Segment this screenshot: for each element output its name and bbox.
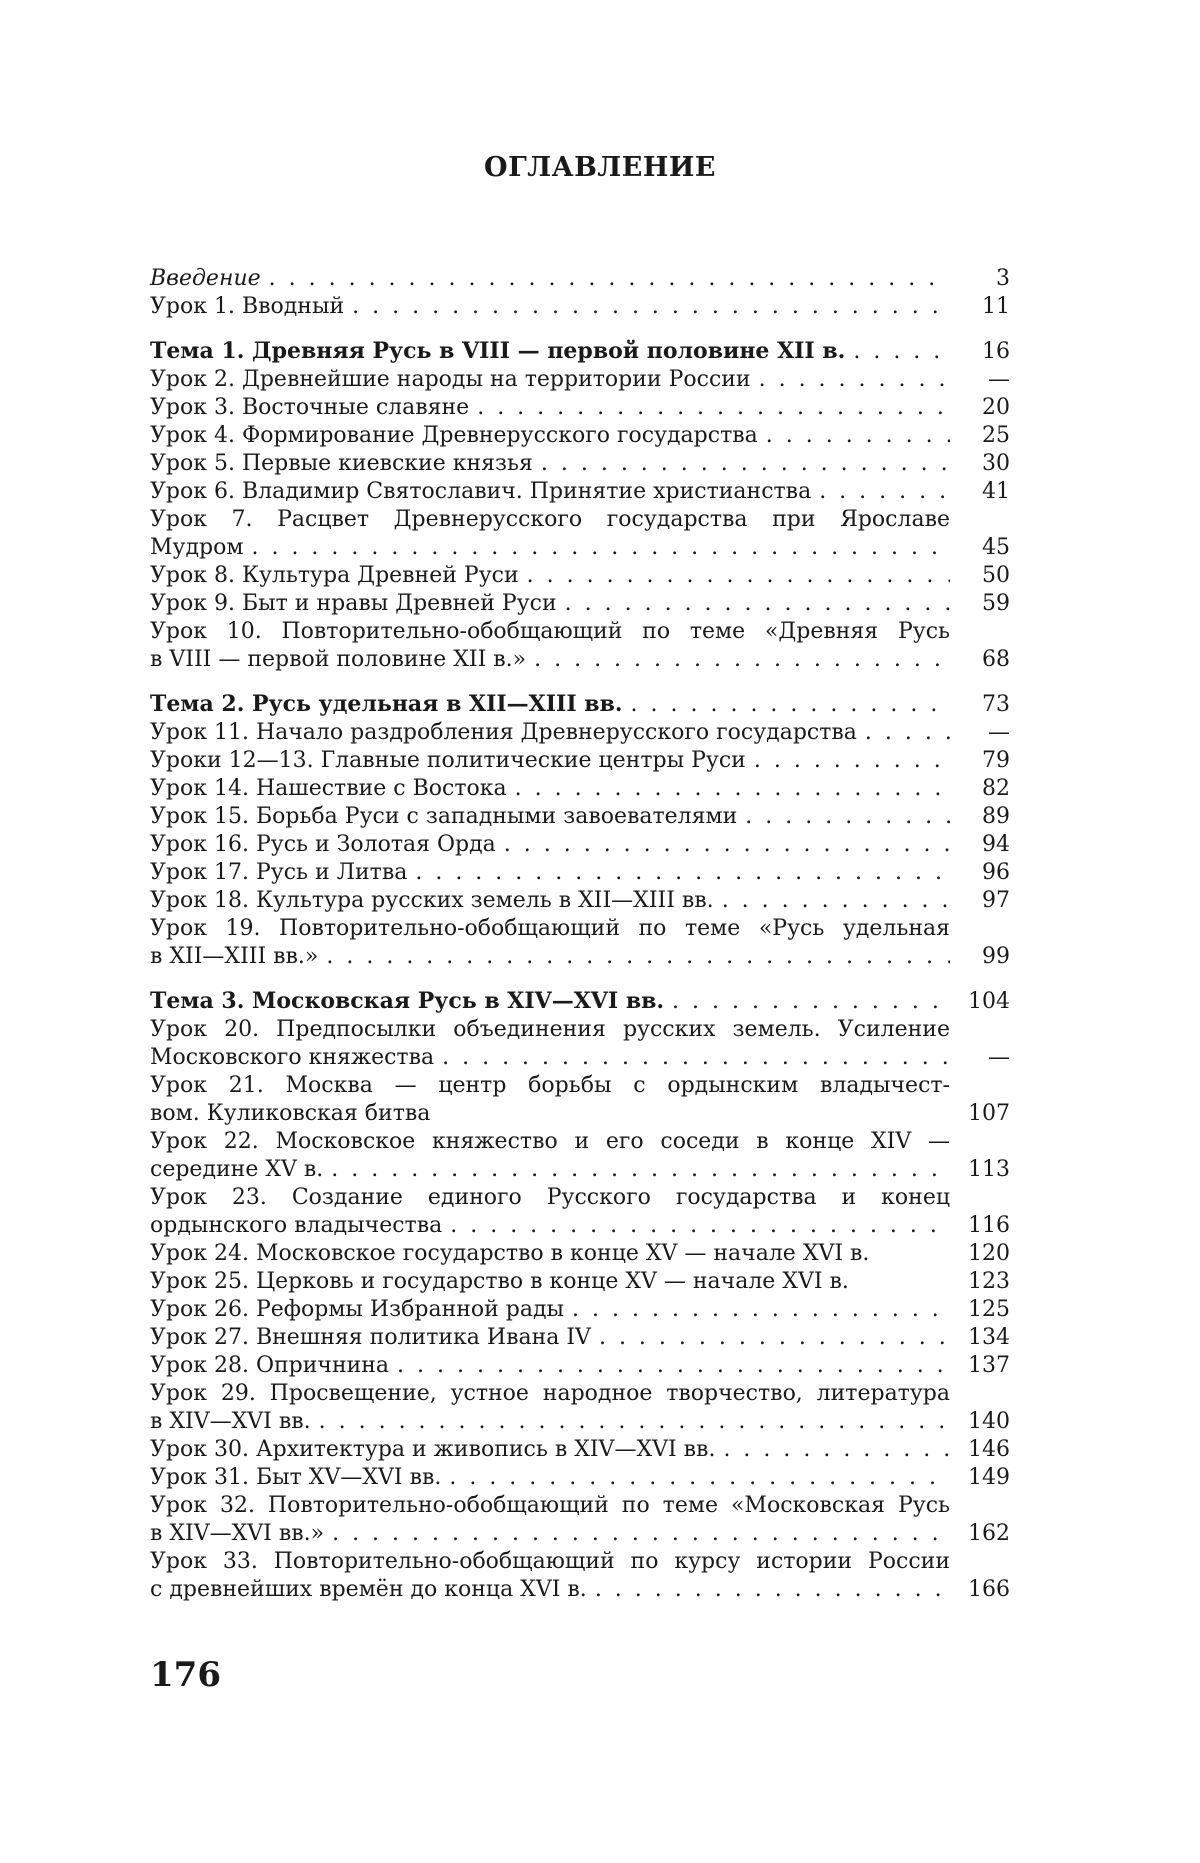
toc-entry <box>150 394 1010 422</box>
toc-entry-title: Урок 6. Владимир Святославич. Принятие христианства <box>150 479 812 504</box>
toc-entry-title: Урок 17. Русь и Литва <box>150 860 408 885</box>
toc-entry <box>150 478 1010 506</box>
toc-page-number: 96 <box>982 860 1010 885</box>
dot-leader <box>434 1044 950 1072</box>
toc-entry-title: Урок 25. Церковь и государство в конце XV — начале XVI в. <box>150 1269 849 1294</box>
dot-leader <box>564 1296 950 1324</box>
toc-entry-title: Мудром <box>150 535 244 560</box>
page-number: 176 <box>150 1655 221 1695</box>
toc-entry <box>150 747 1010 775</box>
toc-entry <box>150 1016 1010 1072</box>
toc-entry-line: Урок 7. Расцвет Древнерусского государства при Ярославе <box>150 507 950 532</box>
toc-entry-title: Урок 24. Московское государство в конце XV — начале XVI в. <box>150 1241 870 1266</box>
toc-entry-title: в XII—XIII вв.» <box>150 944 319 969</box>
page-title: ОГЛАВЛЕНИЕ <box>484 152 716 183</box>
toc-entry <box>150 887 1010 915</box>
dot-leader <box>557 590 950 618</box>
dot-leader <box>519 562 950 590</box>
table-of-contents <box>150 265 1010 1604</box>
toc-entry <box>150 506 1010 562</box>
toc-page-number: 104 <box>968 989 1010 1014</box>
toc-entry-title: Уроки 12—13. Главные политические центры Руси <box>150 748 746 773</box>
toc-entry-title: Урок 15. Борьба Руси с западными завоевателями <box>150 804 738 829</box>
toc-entry <box>150 618 1010 674</box>
toc-entry-title: середине XV в. <box>150 1157 324 1182</box>
toc-page-number: 79 <box>982 748 1010 773</box>
dot-leader <box>664 988 950 1016</box>
toc-entry-title: Урок 2. Древнейшие народы на территории России <box>150 367 751 392</box>
toc-entry-title: Урок 5. Первые киевские князья <box>150 451 533 476</box>
toc-page-number: 41 <box>982 479 1010 504</box>
toc-entry <box>150 293 1010 321</box>
toc-page-number: 94 <box>982 832 1010 857</box>
toc-entry-line: Урок 10. Повторительно-обобщающий по теме «Древняя Русь <box>150 619 950 644</box>
toc-entry-line: Урок 21. Москва — центр борьбы с ордынским владычест- <box>150 1073 950 1098</box>
toc-entry <box>150 719 1010 747</box>
toc-page-number: 116 <box>968 1213 1010 1238</box>
toc-entry-line: Урок 32. Повторительно-обобщающий по теме «Московская Русь <box>150 1493 950 1518</box>
dot-leader <box>533 450 950 478</box>
dot-leader <box>845 338 950 366</box>
toc-entry <box>150 1352 1010 1380</box>
toc-page-number: 3 <box>996 266 1010 291</box>
toc-page-number: 16 <box>982 339 1010 364</box>
toc-section-heading <box>150 690 1010 719</box>
toc-entry-title: Урок 27. Внешняя политика Ивана IV <box>150 1325 591 1350</box>
dot-leader <box>324 1520 950 1548</box>
dot-leader <box>407 859 950 887</box>
toc-entry-title: Урок 16. Русь и Золотая Орда <box>150 832 496 857</box>
toc-entry <box>150 915 1010 971</box>
toc-page-number: 166 <box>968 1577 1010 1602</box>
toc-page-number: 113 <box>968 1157 1010 1182</box>
toc-entry <box>150 803 1010 831</box>
toc-page-number: 59 <box>982 591 1010 616</box>
toc-entry <box>150 775 1010 803</box>
toc-entry-title: Тема 3. Московская Русь в XIV—XVI вв. <box>150 988 665 1014</box>
toc-page-number: 134 <box>968 1325 1010 1350</box>
toc-entry <box>150 422 1010 450</box>
toc-page-number: 123 <box>968 1269 1010 1294</box>
dot-leader <box>758 422 950 450</box>
toc-page-number: — <box>988 720 1010 745</box>
toc-entry-title: Урок 3. Восточные славяне <box>150 395 470 420</box>
toc-entry-title: в VIII — первой половине XII в.» <box>150 647 527 672</box>
toc-entry-line: Урок 29. Просвещение, устное народное творчество, литература <box>150 1381 950 1406</box>
toc-entry-title: Урок 11. Начало раздробления Древнерусского государства <box>150 720 857 745</box>
dot-leader <box>261 265 950 293</box>
toc-page-number: 99 <box>982 944 1010 969</box>
toc-entry-title: Урок 14. Нашествие с Востока <box>150 776 507 801</box>
toc-entry <box>150 1436 1010 1464</box>
dot-leader <box>715 1436 950 1464</box>
dot-leader <box>746 747 950 775</box>
toc-entry-title: Введение <box>150 266 261 291</box>
dot-leader <box>526 646 950 674</box>
toc-entry <box>150 1072 1010 1128</box>
dot-leader <box>507 775 950 803</box>
toc-entry <box>150 1184 1010 1240</box>
toc-entry-line: Урок 33. Повторительно-обобщающий по курсу истории России <box>150 1549 950 1574</box>
toc-page-number: 50 <box>982 563 1010 588</box>
toc-entry <box>150 1380 1010 1436</box>
toc-section-heading <box>150 987 1010 1016</box>
toc-entry-line: Урок 23. Создание единого Русского государства и конец <box>150 1185 950 1210</box>
toc-page-number: 20 <box>982 395 1010 420</box>
toc-entry <box>150 1464 1010 1492</box>
toc-entry-title: Московского княжества <box>150 1045 435 1070</box>
dot-leader <box>311 1408 950 1436</box>
toc-entry-title: Тема 2. Русь удельная в XII—XIII вв. <box>150 691 623 717</box>
toc-entry-title: в XIV—XVI вв. <box>150 1409 311 1434</box>
toc-page-number: 140 <box>968 1409 1010 1434</box>
toc-page-number: 162 <box>968 1521 1010 1546</box>
toc-entry-title: Урок 18. Культура русских земель в XII—XIII вв. <box>150 888 714 913</box>
toc-entry-title: с древнейших времён до конца XVI в. <box>150 1577 587 1602</box>
toc-entry-line: Урок 22. Московское княжество и его соседи в конце XIV — <box>150 1129 950 1154</box>
dot-leader <box>496 831 950 859</box>
toc-entry-title: ордынского владычества <box>150 1213 443 1238</box>
toc-entry <box>150 366 1010 394</box>
dot-leader <box>318 943 950 971</box>
toc-page-number: 146 <box>968 1437 1010 1462</box>
dot-leader <box>389 1352 950 1380</box>
toc-page-number: 11 <box>982 294 1010 319</box>
dot-leader <box>737 803 950 831</box>
dot-leader <box>751 366 950 394</box>
toc-entry <box>150 450 1010 478</box>
toc-page-number: 97 <box>982 888 1010 913</box>
toc-entry <box>150 1548 1010 1604</box>
toc-page-number: 149 <box>968 1465 1010 1490</box>
dot-leader <box>623 691 950 719</box>
toc-page-number: 25 <box>982 423 1010 448</box>
dot-leader <box>243 534 950 562</box>
toc-entry-title: Тема 1. Древняя Русь в VIII — первой половине XII в. <box>150 338 846 364</box>
toc-entry-title: вом. Куликовская битва <box>150 1101 431 1126</box>
toc-entry-line: Урок 20. Предпосылки объединения русских земель. Усиление <box>150 1017 950 1042</box>
toc-page-number: 82 <box>982 776 1010 801</box>
toc-entry <box>150 1128 1010 1184</box>
toc-page-number: 107 <box>968 1101 1010 1126</box>
toc-page-number: 125 <box>968 1297 1010 1322</box>
toc-entry <box>150 265 1010 293</box>
dot-leader <box>591 1324 950 1352</box>
toc-entry-line: Урок 19. Повторительно-обобщающий по теме «Русь удельная <box>150 916 950 941</box>
toc-page-number: 68 <box>982 647 1010 672</box>
dot-leader <box>714 887 950 915</box>
dot-leader <box>587 1576 950 1604</box>
dot-leader <box>469 394 950 422</box>
toc-entry-title: Урок 28. Опричнина <box>150 1353 390 1378</box>
dot-leader <box>442 1212 950 1240</box>
dot-leader <box>344 293 950 321</box>
toc-entry <box>150 562 1010 590</box>
toc-entry <box>150 1324 1010 1352</box>
toc-entry-title: в XIV—XVI вв.» <box>150 1521 325 1546</box>
toc-page-number: — <box>988 367 1010 392</box>
toc-entry-title: Урок 1. Вводный <box>150 294 345 319</box>
toc-entry <box>150 1268 1010 1296</box>
toc-page-number: 45 <box>982 535 1010 560</box>
toc-page-number: 137 <box>968 1353 1010 1378</box>
toc-page-number: 30 <box>982 451 1010 476</box>
dot-leader <box>323 1156 950 1184</box>
toc-page-number: 73 <box>982 692 1010 717</box>
toc-entry <box>150 859 1010 887</box>
toc-page-number: 89 <box>982 804 1010 829</box>
toc-section-heading <box>150 337 1010 366</box>
dot-leader <box>857 719 950 747</box>
toc-entry-title: Урок 31. Быт XV—XVI вв. <box>150 1465 442 1490</box>
toc-entry <box>150 590 1010 618</box>
toc-entry-title: Урок 9. Быт и нравы Древней Руси <box>150 591 557 616</box>
toc-entry <box>150 1492 1010 1548</box>
dot-leader <box>811 478 950 506</box>
toc-page-number: 120 <box>968 1241 1010 1266</box>
toc-entry-title: Урок 4. Формирование Древнерусского государства <box>150 423 758 448</box>
toc-entry <box>150 1296 1010 1324</box>
dot-leader <box>441 1464 950 1492</box>
toc-entry-title: Урок 26. Реформы Избранной рады <box>150 1297 565 1322</box>
toc-entry-title: Урок 8. Культура Древней Руси <box>150 563 519 588</box>
toc-entry-title: Урок 30. Архитектура и живопись в XIV—XVI вв. <box>150 1437 716 1462</box>
toc-page-number: — <box>988 1045 1010 1070</box>
toc-entry <box>150 1240 1010 1268</box>
toc-entry <box>150 831 1010 859</box>
